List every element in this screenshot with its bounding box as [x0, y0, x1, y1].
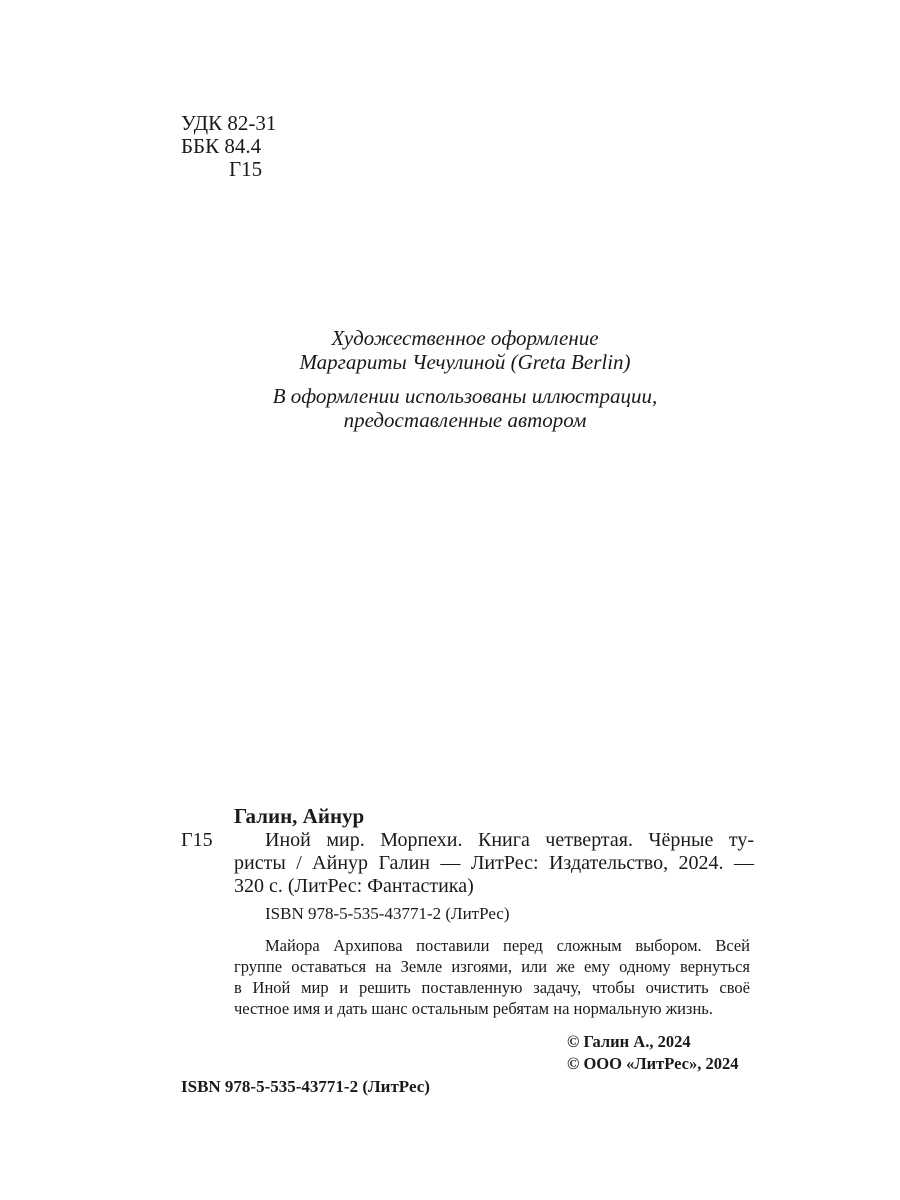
illustration-credit-line: В оформлении использованы иллюстрации,: [272, 384, 658, 408]
bibliography-line: 320 с. (ЛитРес: Фантастика): [234, 875, 474, 897]
classification-codes: [181, 112, 276, 181]
bibliography-line: Иной мир. Морпехи. Книга четвертая. Чёрные ту-: [265, 829, 754, 851]
annotation-line: группе оставаться на Земле изгоями, или же ему одному вернуться: [234, 957, 750, 976]
annotation: [234, 935, 750, 1019]
author-mark: Г15: [229, 157, 263, 181]
copyright-line: © ООО «ЛитРес», 2024: [567, 1054, 739, 1073]
illustration-credit-line: предоставленные автором: [343, 408, 587, 432]
copyright-block: [567, 1031, 738, 1075]
illustration-credit: [150, 384, 780, 432]
annotation-line: в Иной мир и решить поставленную задачу, чтобы очистить своё: [234, 978, 750, 997]
copyright-line: © Галин А., 2024: [567, 1032, 691, 1051]
annotation-line: честное имя и дать шанс остальным ребятам на нормальную жизнь.: [234, 999, 713, 1018]
bibliography-code: Г15: [181, 829, 213, 851]
design-credit-line: Художественное оформление: [331, 326, 599, 350]
udk-code: УДК 82-31: [181, 111, 277, 135]
bibliography-author: Галин, Айнур: [234, 804, 365, 828]
footer-isbn: ISBN 978-5-535-43771-2 (ЛитРес): [181, 1077, 430, 1096]
annotation-line: Майора Архипова поставили перед сложным выбором. Всей: [265, 936, 750, 955]
bibliography-line: ристы / Айнур Галин — ЛитРес: Издательство, 2024. —: [234, 852, 754, 874]
bbk-code: ББК 84.4: [181, 134, 262, 158]
design-credit-line: Маргариты Чечулиной (Greta Berlin): [299, 350, 631, 374]
design-credit: [150, 326, 780, 374]
bibliography-description: [234, 829, 754, 898]
bibliography-isbn: ISBN 978-5-535-43771-2 (ЛитРес): [265, 904, 510, 923]
